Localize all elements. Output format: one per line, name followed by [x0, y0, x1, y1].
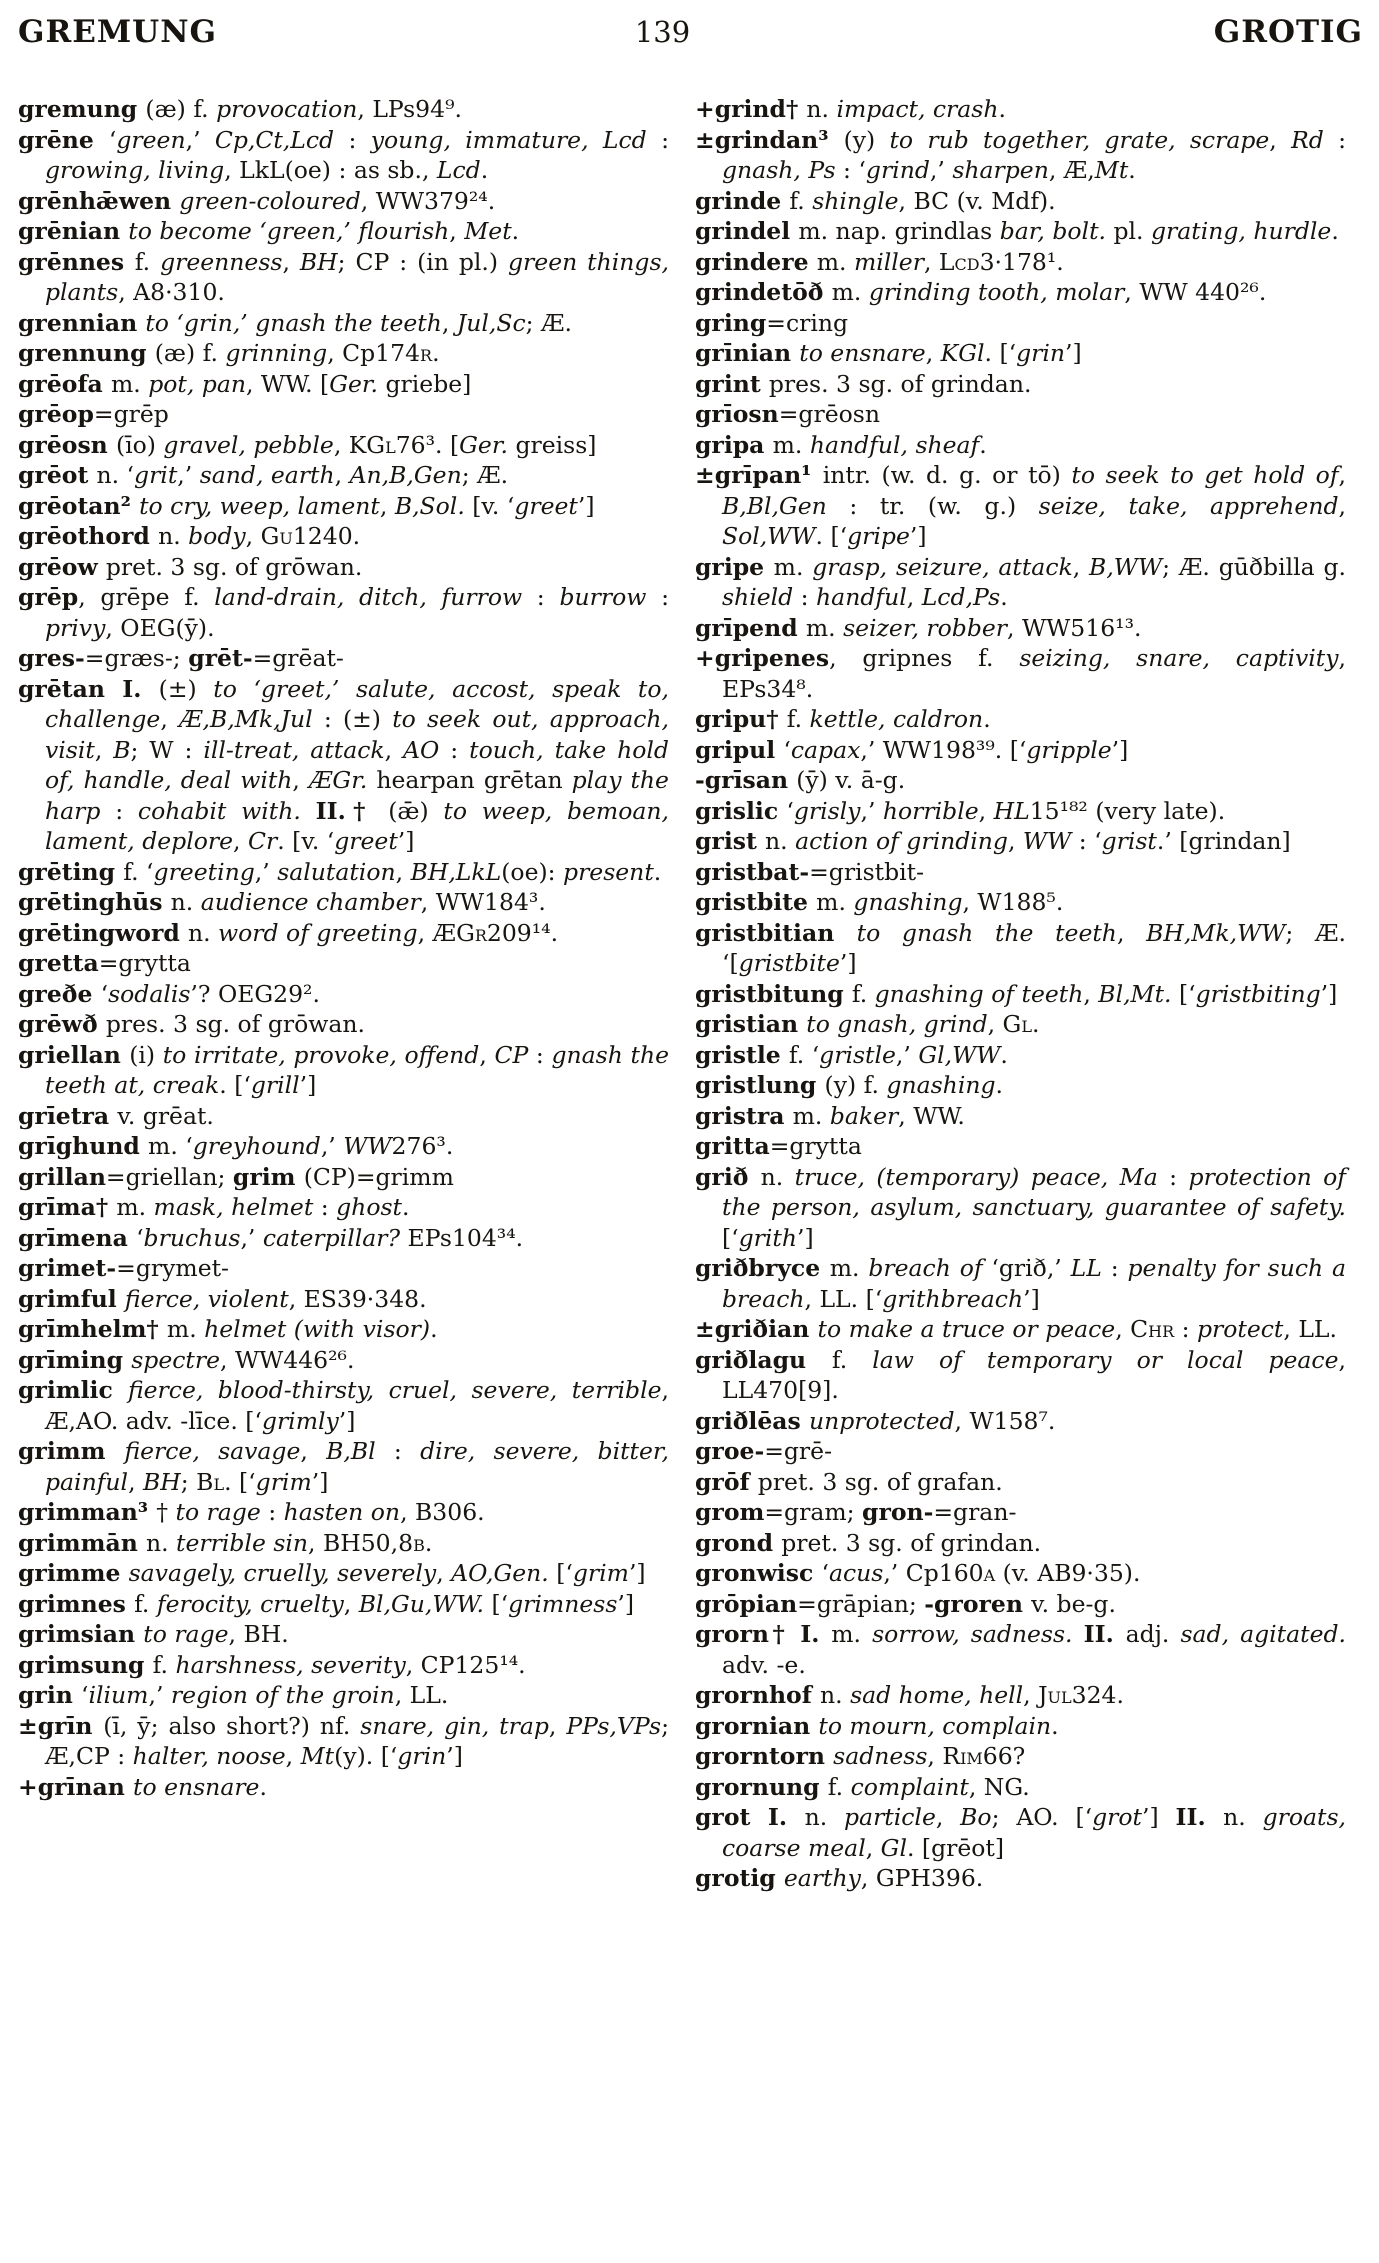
dictionary-entry: grēot n. ‘grit,’ sand, earth, An,B,Gen; Æ.: [18, 461, 509, 489]
dictionary-entry: +gripenes, gripnes f. seizing, snare, captivity, EPs34⁸.: [695, 644, 1346, 703]
dictionary-entry: +grīnan to ensnare.: [18, 1772, 267, 1801]
dictionary-entry: griellan (i) to irritate, provoke, offend, CP : gnash the teeth at, creak. [‘grill’]: [18, 1040, 669, 1099]
dictionary-entry: grin ‘ilium,’ region of the groin, LL.: [18, 1681, 449, 1709]
dictionary-entry: gristbat-=gristbit-: [695, 857, 925, 886]
dictionary-entry: grīosn=grēosn: [695, 400, 880, 428]
dictionary-entry: gring=cring: [695, 308, 849, 337]
dictionary-entry: grindere m. miller, Lcd3·178¹.: [695, 247, 1064, 276]
dictionary-entry: gristbitian to gnash the teeth, BH,Mk,WW; Æ. ‘[gristbite’]: [695, 918, 1346, 977]
dictionary-entry: gremung (æ) f. provocation, LPs94⁹.: [18, 95, 462, 123]
dictionary-entry: grint pres. 3 sg. of grindan.: [695, 369, 1032, 398]
dictionary-entry: grimman³ † to rage : hasten on, B306.: [18, 1498, 485, 1526]
dictionary-entry: griðlagu f. law of temporary or local peace, LL470[9].: [695, 1345, 1346, 1404]
dictionary-entry: grēosn (īo) gravel, pebble, KGl76³. [Ger. greiss]: [18, 430, 597, 459]
dictionary-entry: greðe ‘sodalis’? OEG29².: [18, 979, 320, 1008]
dictionary-entry: gristra m. baker, WW.: [695, 1101, 965, 1130]
dictionary-entry: grimet-=grymet-: [18, 1254, 229, 1282]
text-columns: [18, 94, 1363, 1894]
dictionary-entry: gripe m. grasp, seizure, attack, B,WW; Æ. gūðbilla g. shield : handful, Lcd,Ps.: [695, 552, 1346, 611]
dictionary-entry: grið n. truce, (temporary) peace, Ma : protection of the person, asylum, sanctuary, guarantee of safety. [‘grith’]: [695, 1162, 1347, 1252]
dictionary-entry: grēwð pres. 3 sg. of grōwan.: [18, 1010, 365, 1038]
running-head: [18, 14, 1363, 50]
dictionary-entry: grorn† I. m. sorrow, sadness. II. adj. sad, agitated. adv. -e.: [695, 1620, 1347, 1679]
dictionary-entry: grīming spectre, WW446²⁶.: [18, 1345, 355, 1374]
dictionary-entry: grīmena ‘bruchus,’ caterpillar? EPs104³⁴.: [18, 1223, 524, 1252]
dictionary-entry: gripu† f. kettle, caldron.: [695, 705, 991, 733]
dictionary-entry: grētan I. (±) to ‘greet,’ salute, accost, speak to, challenge, Æ,B,Mk,Jul : (±) to seek out, approach, visit, B; W : ill-treat, attack, AO : touch, take hold of, handle, deal with, ÆGr. hearpan grētan play the harp : cohabit with. II.† (ǣ) to weep, bemoan, lament, deplore, Cr. [v. ‘greet’]: [18, 674, 669, 855]
dictionary-entry: gristlung (y) f. gnashing.: [695, 1071, 1003, 1099]
dictionary-entry: grornhof n. sad home, hell, Jul324.: [695, 1681, 1124, 1709]
running-head-left-word: GREMUNG: [18, 14, 218, 50]
dictionary-entry: -grīsan (ȳ) v. ā-g.: [695, 766, 906, 794]
dictionary-entry: grīetra v. grēat.: [18, 1101, 214, 1130]
dictionary-entry: groe-=grē-: [695, 1437, 833, 1465]
dictionary-entry: gripa m. handful, sheaf.: [695, 430, 987, 459]
dictionary-entry: grīnian to ensnare, KGl. [‘grin’]: [695, 339, 1082, 367]
dictionary-entry: grōpian=grāpian; -groren v. be-g.: [695, 1589, 1116, 1618]
dictionary-entry: grinde f. shingle, BC (v. Mdf).: [695, 186, 1056, 215]
dictionary-entry: grēow pret. 3 sg. of grōwan.: [18, 552, 363, 581]
right-column: [695, 94, 1346, 1894]
dictionary-entry: grornung f. complaint, NG.: [695, 1772, 1030, 1801]
dictionary-entry: grēting f. ‘greeting,’ salutation, BH,LkL(oe): present.: [18, 857, 662, 886]
dictionary-entry: grēnian to become ‘green,’ flourish, Met.: [18, 217, 520, 245]
dictionary-entry: gres-=græs-; grēt-=grēat-: [18, 644, 344, 672]
dictionary-entry: grēofa m. pot, pan, WW. [Ger. griebe]: [18, 369, 472, 398]
running-head-right-word: GROTIG: [1213, 14, 1364, 50]
dictionary-entry: grennian to ‘grin,’ gnash the teeth, Jul,Sc; Æ.: [18, 308, 573, 337]
dictionary-entry: grornian to mourn, complain.: [695, 1711, 1059, 1740]
dictionary-entry: grēothord n. body, Gu1240.: [18, 522, 361, 550]
dictionary-entry: grēnnes f. greenness, BH; CP : (in pl.) green things, plants, A8·310.: [18, 247, 669, 306]
dictionary-entry: grislic ‘grisly,’ horrible, HL15¹⁸² (very late).: [695, 796, 1226, 825]
dictionary-entry: ±grīpan¹ intr. (w. d. g. or tō) to seek to get hold of, B,Bl,Gen : tr. (w. g.) seize, take, apprehend, Sol,WW. [‘gripe’]: [695, 461, 1347, 550]
dictionary-entry: grimmān n. terrible sin, BH50,8b.: [18, 1528, 433, 1557]
dictionary-entry: ±grindan³ (y) to rub together, grate, scrape, Rd : gnash, Ps : ‘grind,’ sharpen, Æ,Mt.: [695, 125, 1347, 184]
dictionary-entry: grot I. n. particle, Bo; AO. [‘grot’] II. n. groats, coarse meal, Gl. [grēot]: [695, 1803, 1347, 1862]
dictionary-entry: +grind† n. impact, crash.: [695, 95, 1006, 123]
dictionary-entry: gristbite m. gnashing, W188⁵.: [695, 888, 1064, 916]
dictionary-entry: griðbryce m. breach of ‘grið,’ LL : penalty for such a breach, LL. [‘grithbreach’]: [695, 1254, 1346, 1313]
dictionary-entry: grēp, grēpe f. land-drain, ditch, furrow : burrow : privy, OEG(ȳ).: [18, 583, 669, 642]
dictionary-entry: gristian to gnash, grind, Gl.: [695, 1010, 1040, 1038]
dictionary-entry: grimsian to rage, BH.: [18, 1620, 289, 1648]
dictionary-entry: gripul ‘capax,’ WW198³⁹. [‘gripple’]: [695, 735, 1129, 764]
dictionary-entry: grimm fierce, savage, B,Bl : dire, severe, bitter, painful, BH; Bl. [‘grim’]: [18, 1437, 669, 1496]
dictionary-entry: grennung (æ) f. grinning, Cp174r.: [18, 339, 440, 367]
dictionary-entry: grimme savagely, cruelly, severely, AO,Gen. [‘grim’]: [18, 1559, 646, 1587]
dictionary-entry: grīma† m. mask, helmet : ghost.: [18, 1193, 410, 1221]
dictionary-entry: gritta=grytta: [695, 1132, 862, 1160]
dictionary-entry: gronwisc ‘acus,’ Cp160a (v. AB9·35).: [695, 1559, 1141, 1587]
dictionary-entry: grorntorn sadness, Rim66?: [695, 1742, 1026, 1770]
left-column: [18, 94, 669, 1894]
dictionary-entry: gristle f. ‘gristle,’ Gl,WW.: [695, 1040, 1008, 1069]
dictionary-entry: grist n. action of grinding, WW : ‘grist.’ [grindan]: [695, 827, 1291, 855]
dictionary-entry: gristbitung f. gnashing of teeth, Bl,Mt. [‘gristbiting’]: [695, 979, 1338, 1008]
dictionary-entry: grōf pret. 3 sg. of grafan.: [695, 1467, 1003, 1496]
dictionary-entry: grillan=griellan; grim (CP)=grimm: [18, 1162, 454, 1191]
dictionary-entry: grimsung f. harshness, severity, CP125¹⁴.: [18, 1650, 526, 1679]
dictionary-entry: griðlēas unprotected, W158⁷.: [695, 1406, 1056, 1435]
dictionary-entry: grindel m. nap. grindlas bar, bolt. pl. grating, hurdle.: [695, 217, 1339, 245]
dictionary-entry: grimnes f. ferocity, cruelty, Bl,Gu,WW. [‘grimness’]: [18, 1589, 635, 1618]
dictionary-entry: grimlic fierce, blood-thirsty, cruel, severe, terrible, Æ,AO. adv. -līce. [‘grimly’]: [18, 1376, 670, 1435]
dictionary-entry: grīmhelm† m. helmet (with visor).: [18, 1315, 438, 1343]
page-number: 139: [634, 15, 691, 49]
dictionary-entry: grēop=grēp: [18, 400, 169, 428]
dictionary-entry: grēne ‘green,’ Cp,Ct,Lcd : young, immature, Lcd : growing, living, LkL(oe) : as sb., Lcd.: [18, 125, 670, 184]
dictionary-entry: grīpend m. seizer, robber, WW516¹³.: [695, 613, 1142, 642]
dictionary-entry: grimful fierce, violent, ES39·348.: [18, 1284, 427, 1313]
dictionary-entry: grēotan² to cry, weep, lament, B,Sol. [v. ‘greet’]: [18, 491, 595, 520]
dictionary-entry: gretta=grytta: [18, 949, 191, 977]
dictionary-entry: grīghund m. ‘greyhound,’ WW276³.: [18, 1132, 454, 1160]
dictionary-entry: grētingword n. word of greeting, ÆGr209¹⁴.: [18, 918, 559, 947]
dictionary-entry: grom=gram; gron-=gran-: [695, 1498, 1017, 1526]
dictionary-entry: grond pret. 3 sg. of grindan.: [695, 1528, 1042, 1557]
dictionary-entry: ±griðian to make a truce or peace, Chr : protect, LL.: [695, 1315, 1338, 1343]
dictionary-entry: grindetōð m. grinding tooth, molar, WW 440²⁶.: [695, 278, 1267, 306]
dictionary-entry: ±grīn (ī, ȳ; also short?) nf. snare, gin, trap, PPs,VPs; Æ,CP : halter, noose, Mt(y). [‘grin’]: [18, 1711, 670, 1770]
dictionary-entry: grētinghūs n. audience chamber, WW184³.: [18, 888, 546, 916]
dictionary-entry: grotig earthy, GPH396.: [695, 1864, 984, 1892]
dictionary-entry: grēnhǣwen green-coloured, WW379²⁴.: [18, 186, 496, 215]
